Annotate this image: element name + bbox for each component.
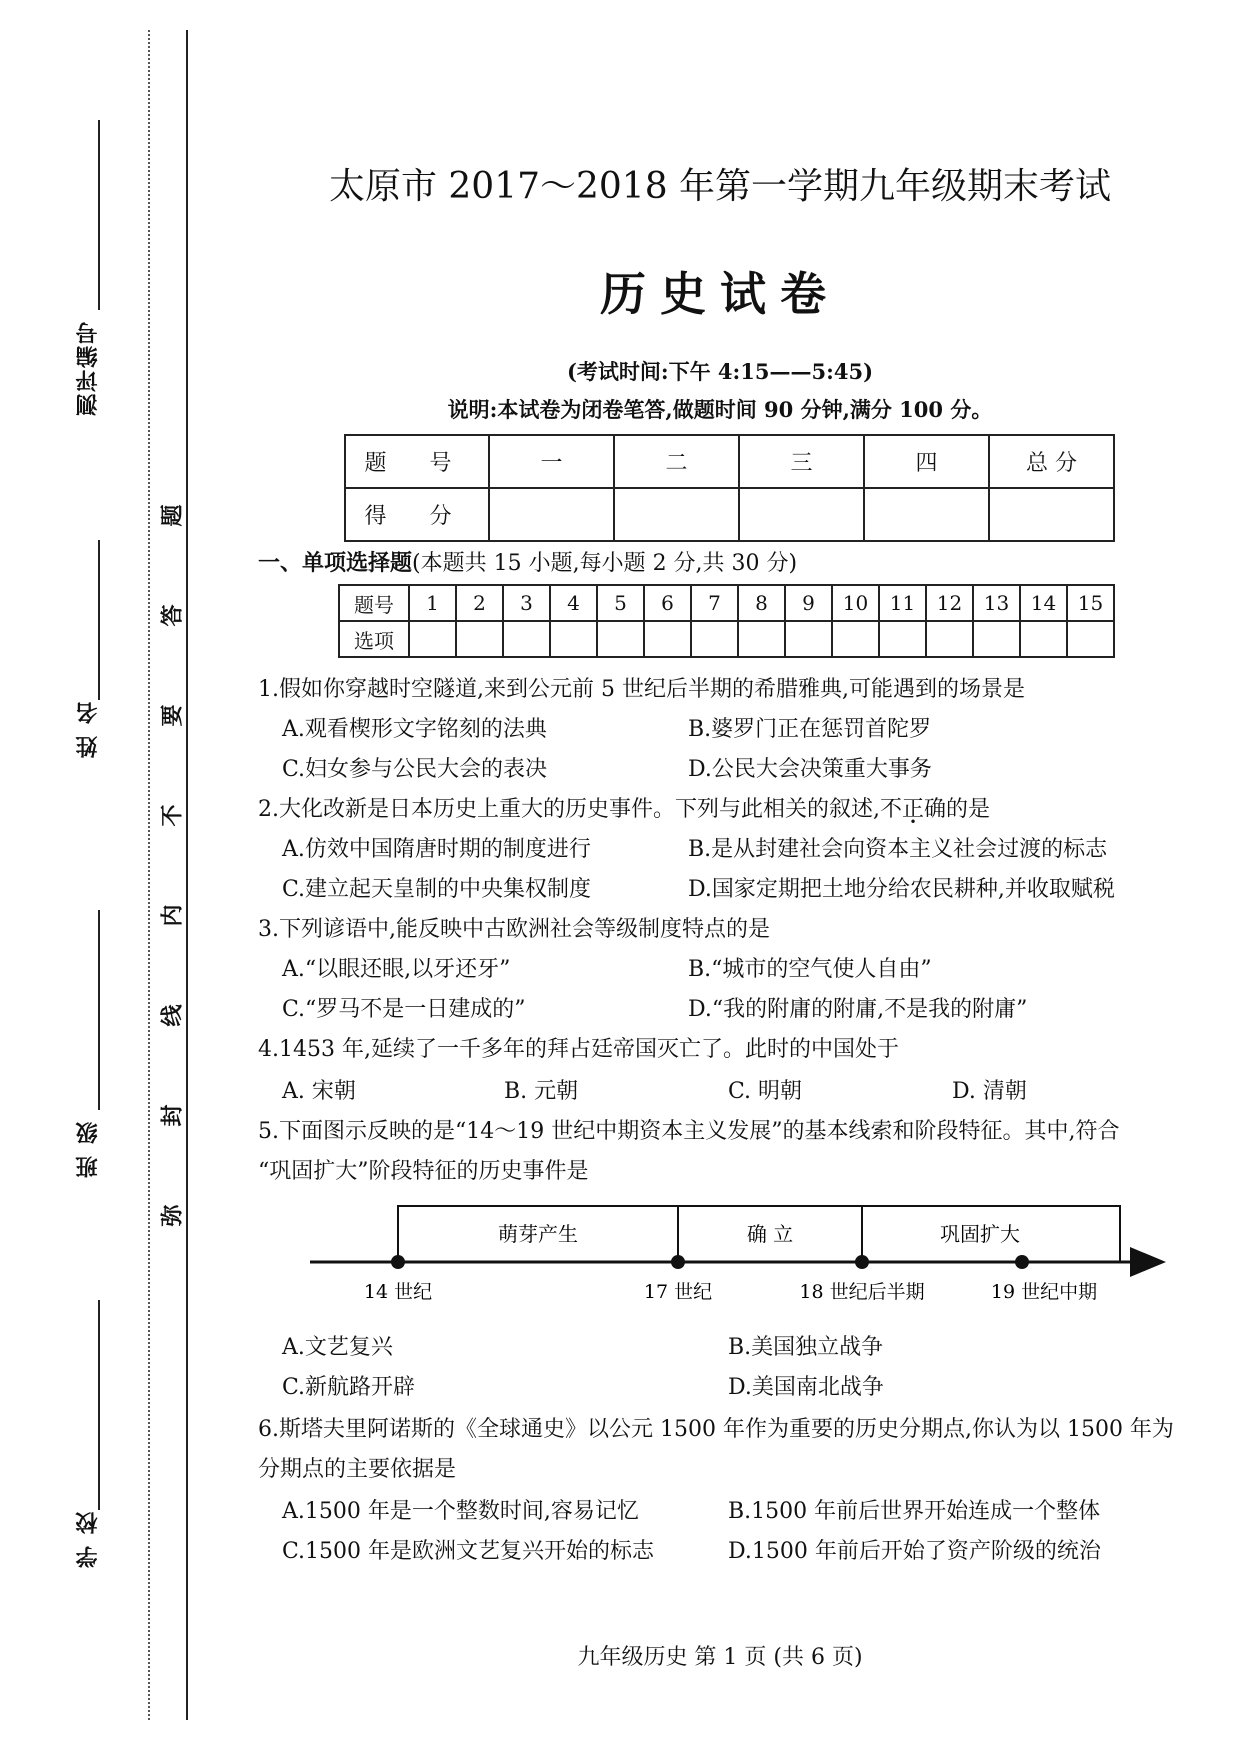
question-stem: 5.下面图示反映的是“14～19 世纪中期资本主义发展”的基本线索和阶段特征。其中,符合: [258, 1119, 1120, 1144]
answer-input-cell[interactable]: [644, 621, 691, 657]
seal-warning-char: 封: [159, 1104, 186, 1127]
option[interactable]: B.1500 年前后世界开始连成一个整体: [728, 1499, 1101, 1524]
page-footer: 九年级历史 第 1 页 (共 6 页): [577, 1645, 863, 1670]
option[interactable]: D.“我的附庸的附庸,不是我的附庸”: [688, 997, 1028, 1022]
exam-subtitle: 历史试卷: [600, 267, 840, 321]
option[interactable]: D. 清朝: [952, 1079, 1027, 1104]
answer-number-cell: 9: [785, 585, 832, 621]
question-stem: 3.下列谚语中,能反映中古欧洲社会等级制度特点的是: [258, 917, 770, 942]
option[interactable]: A.1500 年是一个整数时间,容易记忆: [282, 1499, 639, 1524]
score-header-cell: 四: [864, 435, 989, 488]
exam-no-underline: [98, 120, 100, 310]
option[interactable]: A.文艺复兴: [282, 1335, 393, 1360]
score-header-cell: 三: [739, 435, 864, 488]
answer-number-cell: 3: [503, 585, 550, 621]
timeline-point: [671, 1255, 685, 1269]
answer-input-cell[interactable]: [409, 621, 456, 657]
answer-number-cell: 2: [456, 585, 503, 621]
section-title: 一、单项选择题: [258, 550, 413, 576]
answer-option-label: 选项: [339, 621, 409, 657]
class-label: 班 级: [75, 1120, 101, 1178]
seal-warning-char: 答: [159, 604, 186, 627]
exam-no-label: 测评编号: [75, 320, 101, 416]
stem-text: 2.大化改新是日本历史上重大的历史事件。下列与此相关的叙述,: [258, 797, 880, 822]
exam-title: 太原市 2017～2018 年第一学期九年级期末考试: [328, 166, 1112, 207]
answer-number-cell: 14: [1020, 585, 1067, 621]
answer-number-cell: 13: [973, 585, 1020, 621]
option[interactable]: B.美国独立战争: [728, 1335, 884, 1360]
seal-warning-char: 要: [159, 704, 186, 727]
answer-number-cell: 7: [691, 585, 738, 621]
option[interactable]: C. 明朝: [728, 1079, 803, 1104]
answer-header-label: 题号: [339, 585, 409, 621]
question-stem-cont: 分期点的主要依据是: [258, 1457, 457, 1482]
answer-input-cell[interactable]: [503, 621, 550, 657]
capitalism-timeline-diagram: [300, 1196, 1180, 1306]
option[interactable]: B. 元朝: [504, 1079, 579, 1104]
option[interactable]: A.观看楔形文字铭刻的法典: [282, 717, 547, 742]
question-stem-cont: “巩固扩大”阶段特征的历史事件是: [258, 1159, 589, 1184]
answer-input-cell[interactable]: [691, 621, 738, 657]
score-header-cell: 二: [614, 435, 739, 488]
score-input-cell[interactable]: [739, 488, 864, 541]
name-underline: [98, 540, 100, 700]
answer-table: [338, 584, 1115, 658]
seal-warning-char: 不: [159, 804, 186, 827]
time-point-label: 19 世纪中期: [990, 1281, 1098, 1303]
score-input-cell[interactable]: [614, 488, 739, 541]
seal-warning-char: 题: [159, 504, 186, 527]
stage-label: 萌芽产生: [498, 1222, 578, 1246]
seal-warning-char: 线: [159, 1004, 186, 1027]
score-input-cell[interactable]: [489, 488, 614, 541]
answer-number-cell: 8: [738, 585, 785, 621]
exam-time: (考试时间:下午 4:15——5:45): [566, 359, 874, 384]
timeline-point: [1015, 1255, 1029, 1269]
score-header-cell: 题 号: [345, 435, 489, 488]
answer-number-cell: 4: [550, 585, 597, 621]
question-stem: 4.1453 年,延续了一千多年的拜占廷帝国灭亡了。此时的中国处于: [258, 1037, 899, 1062]
answer-input-cell[interactable]: [926, 621, 973, 657]
binding-dotted-line: [148, 30, 150, 1720]
timeline-point: [391, 1255, 405, 1269]
option[interactable]: A.仿效中国隋唐时期的制度进行: [282, 837, 591, 862]
question-stem: 6.斯塔夫里阿诺斯的《全球通史》以公元 1500 年作为重要的历史分期点,你认为以 1500 年为: [258, 1417, 1174, 1442]
answer-input-cell[interactable]: [1020, 621, 1067, 657]
option[interactable]: C.新航路开辟: [282, 1375, 416, 1400]
stem-emphasis: 不正确: [880, 797, 947, 822]
answer-number-cell: 11: [879, 585, 926, 621]
option[interactable]: D.公民大会决策重大事务: [688, 757, 932, 782]
stage-label: 确 立: [746, 1222, 794, 1246]
option[interactable]: D.国家定期把土地分给农民耕种,并收取赋税: [688, 877, 1115, 902]
score-row-label: 得 分: [345, 488, 489, 541]
option[interactable]: A. 宋朝: [282, 1079, 356, 1104]
stage-label: 巩固扩大: [940, 1222, 1020, 1246]
option[interactable]: A.“以眼还眼,以牙还牙”: [282, 957, 511, 982]
option[interactable]: C.妇女参与公民大会的表决: [282, 757, 548, 782]
school-underline: [98, 1300, 100, 1510]
question-stem: 1.假如你穿越时空隧道,来到公元前 5 世纪后半期的希腊雅典,可能遇到的场景是: [258, 677, 1025, 702]
option[interactable]: C.“罗马不是一日建成的”: [282, 997, 526, 1022]
timeline-point: [855, 1255, 869, 1269]
answer-input-cell[interactable]: [832, 621, 879, 657]
name-label: 姓 名: [75, 700, 101, 758]
answer-number-cell: 12: [926, 585, 973, 621]
class-underline: [98, 910, 100, 1110]
score-input-cell[interactable]: [864, 488, 989, 541]
answer-number-cell: 1: [409, 585, 456, 621]
score-header-cell: 一: [489, 435, 614, 488]
score-header-cell: 总 分: [989, 435, 1114, 488]
time-point-label: 14 世纪: [363, 1281, 433, 1303]
answer-input-cell[interactable]: [973, 621, 1020, 657]
option[interactable]: D.1500 年前后开始了资产阶级的统治: [728, 1539, 1101, 1564]
answer-input-cell[interactable]: [879, 621, 926, 657]
score-table: [344, 434, 1115, 542]
answer-number-cell: 10: [832, 585, 879, 621]
answer-input-cell[interactable]: [785, 621, 832, 657]
seal-warning-char: 内: [159, 904, 186, 927]
school-label: 学 校: [75, 1510, 101, 1568]
option[interactable]: B.“城市的空气使人自由”: [688, 957, 932, 982]
section-desc: (本题共 15 小题,每小题 2 分,共 30 分): [412, 551, 798, 576]
score-input-cell[interactable]: [989, 488, 1114, 541]
option[interactable]: B.是从封建社会向资本主义社会过渡的标志: [688, 837, 1108, 862]
time-point-label: 18 世纪后半期: [799, 1281, 925, 1303]
option[interactable]: D.美国南北战争: [728, 1375, 884, 1400]
answer-input-cell[interactable]: [738, 621, 785, 657]
question-stem: [258, 792, 990, 823]
option[interactable]: C.1500 年是欧洲文艺复兴开始的标志: [282, 1539, 655, 1564]
answer-number-cell: 15: [1067, 585, 1114, 621]
answer-input-cell[interactable]: [597, 621, 644, 657]
exam-note: 说明:本试卷为闭卷笔答,做题时间 90 分钟,满分 100 分。: [447, 397, 993, 422]
answer-number-cell: 5: [597, 585, 644, 621]
stem-text: 的是: [946, 797, 991, 822]
answer-input-cell[interactable]: [1067, 621, 1114, 657]
time-point-label: 17 世纪: [643, 1281, 713, 1303]
answer-number-cell: 6: [644, 585, 691, 621]
answer-input-cell[interactable]: [456, 621, 503, 657]
section-heading: [258, 546, 797, 577]
option[interactable]: B.婆罗门正在惩罚首陀罗: [688, 717, 932, 742]
binding-solid-line: [186, 30, 188, 1720]
seal-warning-char: 弥: [159, 1204, 186, 1227]
option[interactable]: C.建立起天皇制的中央集权制度: [282, 877, 592, 902]
answer-input-cell[interactable]: [550, 621, 597, 657]
